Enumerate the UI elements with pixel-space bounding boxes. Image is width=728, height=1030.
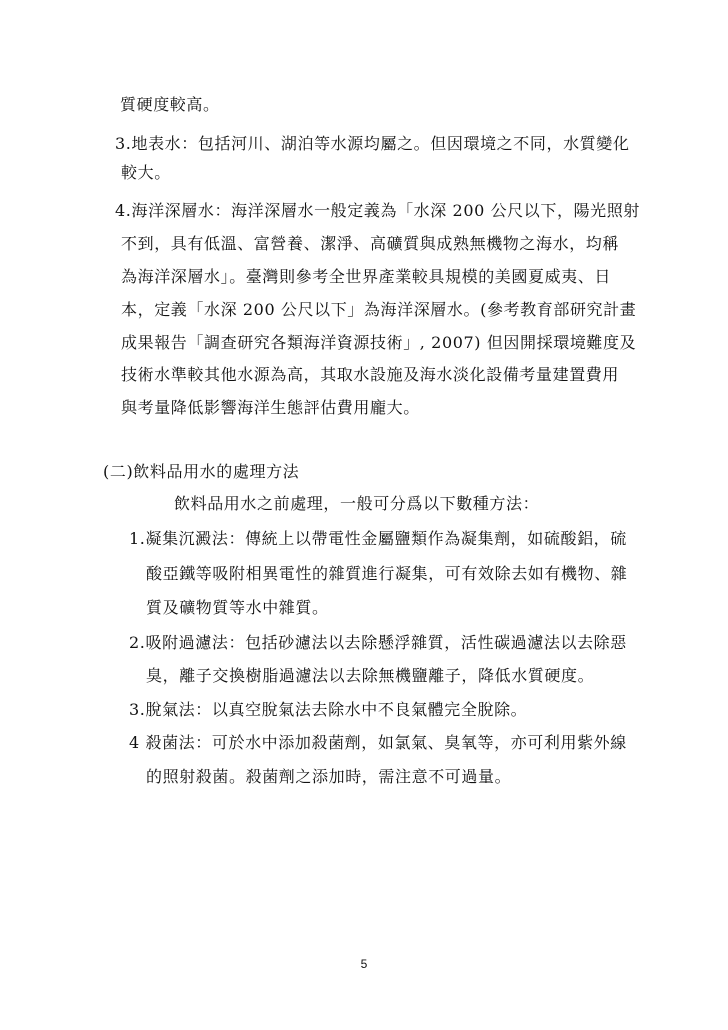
- method-4-line: 的照射殺菌。殺菌劑之添加時，需注意不可過量。: [146, 767, 512, 786]
- list-item-4-line: 本，定義「水深 200 公尺以下」為海洋深層水。(參考教育部研究計畫: [121, 300, 637, 319]
- list-item-4-line: 與考量降低影響海洋生態評估費用龐大。: [121, 398, 420, 417]
- list-item-4-line: 為海洋深層水」。臺灣則參考全世界產業較具規模的美國夏威夷、日: [121, 267, 612, 286]
- method-1-line: 1.凝集沉澱法：傳統上以帶電性金屬鹽類作為凝集劑，如硫酸鋁，硫: [129, 529, 627, 548]
- list-item-3-line: 3.地表水：包括河川、湖泊等水源均屬之。但因環境之不同，水質變化: [115, 134, 630, 153]
- paragraph-line: 質硬度較高。: [120, 95, 220, 114]
- list-item-4-line: 成果報告「調查研究各類海洋資源技術」, 2007) 但因開採環境難度及: [121, 333, 637, 352]
- list-item-4-line: 4.海洋深層水：海洋深層水一般定義為「水深 200 公尺以下，陽光照射: [115, 201, 640, 220]
- page-number: 5: [360, 957, 368, 971]
- method-3-line: 3.脫氣法：以真空脫氣法去除水中不良氣體完全脫除。: [129, 700, 528, 719]
- method-4-line: 4 殺菌法：可於水中添加殺菌劑，如氯氣、臭氧等，亦可利用紫外線: [129, 733, 627, 752]
- list-item-4-line: 不到，具有低溫、富營養、潔淨、高礦質與成熟無機物之海水，均稱: [121, 234, 620, 253]
- list-item-4-line: 技術水準較其他水源為高，其取水設施及海水淡化設備考量建置費用: [121, 365, 620, 384]
- method-2-line: 臭，離子交換樹脂過濾法以去除無機鹽離子，降低水質硬度。: [146, 666, 595, 685]
- method-1-line: 酸亞鐵等吸附相異電性的雜質進行凝集，可有效除去如有機物、雜: [146, 564, 628, 583]
- list-item-3-line: 較大。: [121, 163, 171, 182]
- method-2-line: 2.吸附過濾法：包括砂濾法以去除懸浮雜質，活性碳過濾法以去除惡: [129, 633, 627, 652]
- method-1-line: 質及礦物質等水中雜質。: [146, 598, 329, 617]
- section-intro: 飲料品用水之前處理，一般可分爲以下數種方法：: [174, 494, 540, 513]
- section-heading: (二)飲料品用水的處理方法: [103, 462, 300, 481]
